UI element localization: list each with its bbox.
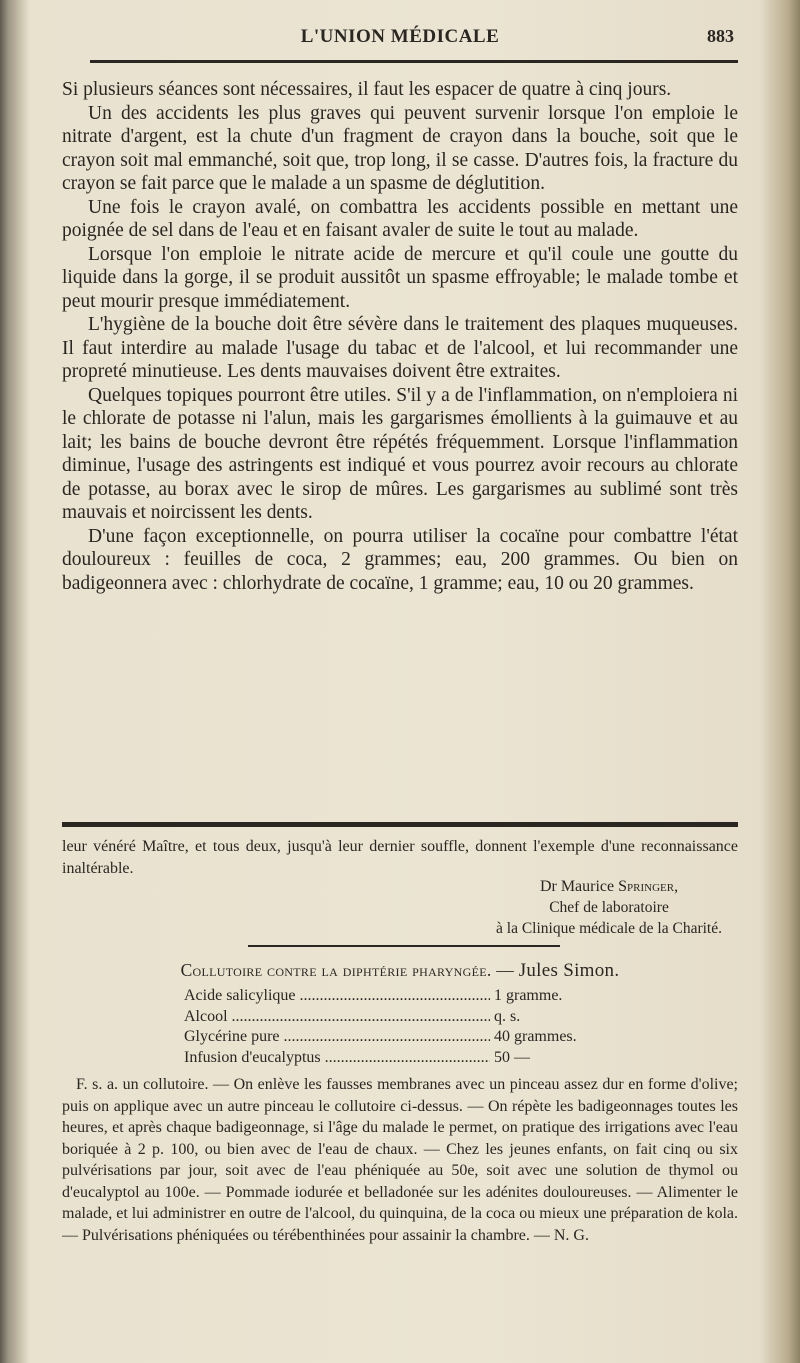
article-body: [62, 78, 738, 595]
list-item: [184, 1007, 644, 1028]
paragraph: L'hygiène de la bouche doit être sévère dans le traitement des plaques muqueuses. Il faut interdire au malade l'usage du tabac et de l'alcool, et lui recommander une propreté minutieuse. Les dents mauvaises doivent être extraites.: [62, 314, 738, 382]
signature-title: Chef de laboratoire: [549, 899, 669, 916]
signature-prefix: Dr Maurice: [539, 878, 615, 895]
page-edge-shadow: [760, 0, 800, 1363]
list-item: [184, 1048, 644, 1069]
paragraph: Un des accidents les plus graves qui peuvent survenir lorsque l'on emploie le nitrate d'argent, est la chute d'un fragment de crayon dans la bouche, soit que le crayon soit mal emmanché, soit que, trop long, il se casse. D'autres fois, la fracture du crayon se fait parce que le malade a un spasme de déglutition.: [62, 102, 738, 194]
signature-surname: Springer,: [618, 878, 679, 895]
ingredient-quantity: 50 —: [494, 1048, 530, 1066]
continuation-text: leur vénéré Maître, et tous deux, jusqu'à leur dernier souffle, donnent l'exemple d'une reconnaissance inaltérable.: [62, 838, 738, 877]
signature-block: [496, 876, 722, 939]
ingredient-quantity: 40 grammes.: [494, 1028, 577, 1045]
signature-name-line: [496, 876, 722, 897]
paragraph: Si plusieurs séances sont nécessaires, il faut les espacer de quatre à cinq jours.: [62, 79, 672, 100]
running-header: [62, 26, 738, 56]
paragraph: D'une façon exceptionnelle, on pourra utiliser la cocaïne pour combattre l'état douloureux : feuilles de coca, 2 grammes; eau, 200 grammes. Ou bien on badigeonnera avec : chlorhydrate de cocaïne, 1 gramme; eau, 10 ou 20 grammes.: [62, 525, 738, 594]
signature-affiliation: à la Clinique médicale de la Charité.: [496, 920, 722, 937]
recipe-author: Jules Simon.: [518, 960, 620, 981]
book-spine-shadow: [0, 0, 30, 1363]
ingredient-name: Acide salicylique .....: [184, 986, 490, 1007]
recipe-title: Collutoire contre la diphtérie pharyngée. —: [180, 960, 514, 980]
ingredient-quantity: q. s.: [494, 1007, 521, 1025]
list-item: [184, 1027, 644, 1048]
paragraph: Quelques topiques pourront être utiles. S'il y a de l'inflammation, on n'emploiera ni le chlorate de potasse ni l'alun, mais les gargarismes émollients à la guimauve et au lait; les bains de bouche devront être répétés fréquemment. Lorsque l'inflammation diminue, l'usage des astringents est indiqué et vous pourrez avoir recours au chlorate de potasse, au borax avec le sirop de mûres. Les gargarismes au sublimé sont très mauvais et noircissent les dents.: [62, 384, 738, 523]
ingredient-name: Alcool .....: [184, 1007, 490, 1028]
ingredient-name: Infusion d'eucalyptus .....: [184, 1048, 490, 1069]
separator-rule: [248, 945, 560, 947]
ingredient-list: [184, 986, 644, 1068]
ingredient-quantity: 1 gramme.: [494, 987, 563, 1004]
ingredient-name: Glycérine pure .....: [184, 1027, 490, 1048]
section-rule: [62, 822, 738, 827]
paragraph: Une fois le crayon avalé, on combattra les accidents possible en mettant une poignée de sel dans de l'eau et en faisant avaler de suite le tout au malade.: [62, 196, 738, 241]
header-rule: [90, 60, 738, 63]
page-number: 883: [707, 26, 734, 46]
list-item: [184, 986, 644, 1007]
recipe-instructions: [62, 1074, 738, 1246]
recipe-heading: [62, 960, 738, 982]
paragraph: Lorsque l'on emploie le nitrate acide de mercure et qu'il coule une goutte du liquide dans la gorge, il se produit aussitôt un spasme effroyable; le malade tombe et peut mourir presque immédiatement.: [62, 243, 738, 312]
instructions-paragraph: F. s. a. un collutoire. — On enlève les fausses membranes avec un pinceau assez dur en forme d'olive; puis on applique avec un autre pinceau le collutoire ci-dessus. — On répète les badigeonnages toutes les heures, et après chaque badigeonnage, si l'âge du malade le permet, on pratique des irrigations avec l'eau boriquée à 2 p. 100, ou bien avec de l'eau de chaux. — Chez les jeunes enfants, on fait cinq ou six pulvérisations par jour, soit avec de l'eau phéniquée au 50e, soit avec une solution de thymol ou d'eucalyptol au 100e. — Pommade iodurée et belladonée sur les adénites douloureuses. — Alimenter le malade, et lui administrer en outre de l'alcool, du quinquina, de la coca ou mieux une préparation de kola. — Pulvérisations phéniquées ou térébenthinées pour assainir la chambre. — N. G.: [62, 1076, 738, 1244]
journal-title: L'UNION MÉDICALE: [300, 26, 500, 47]
